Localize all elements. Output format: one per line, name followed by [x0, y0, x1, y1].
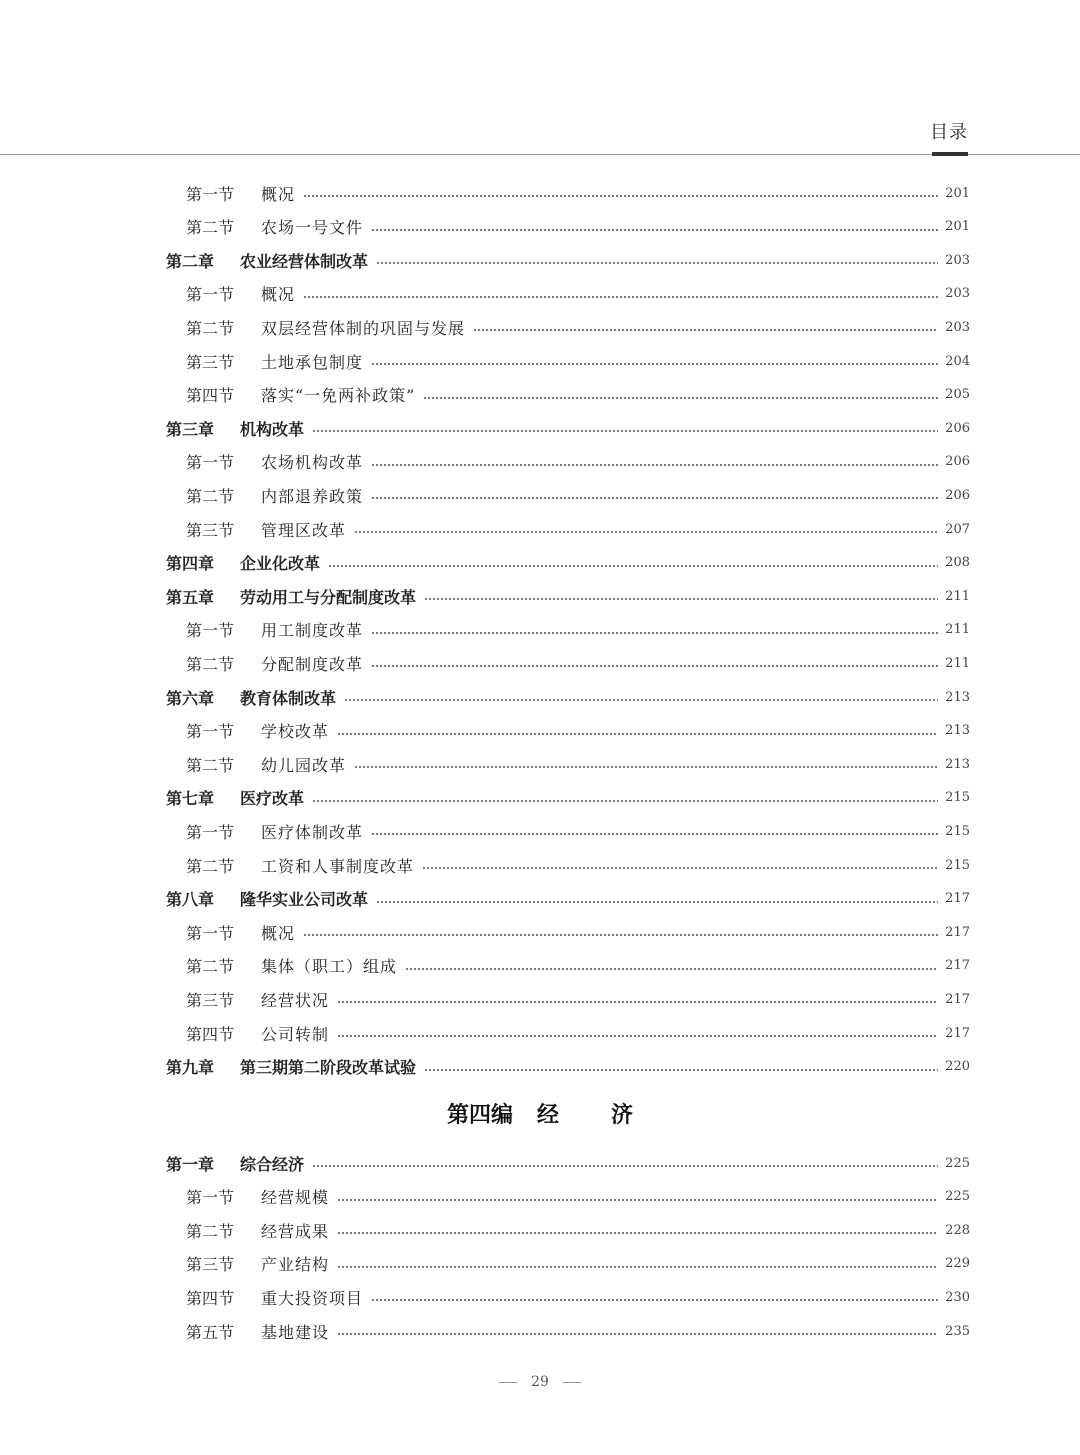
- toc-section-entry[interactable]: [186, 1213, 970, 1247]
- toc-dot-leader: [328, 565, 938, 567]
- toc-entry-number: 第一章: [166, 1154, 215, 1174]
- footer-dash-left: [499, 1382, 517, 1383]
- toc-section-entry[interactable]: [186, 378, 970, 412]
- toc-section-entry[interactable]: [186, 949, 970, 983]
- toc-entry-page: 217: [945, 924, 970, 940]
- toc-entry-number: 第六章: [166, 688, 215, 708]
- toc-entry-title: 土地承包制度: [261, 352, 364, 372]
- toc-dot-leader: [371, 464, 938, 466]
- toc-section-entry[interactable]: [186, 915, 970, 949]
- footer-dash-right: [563, 1382, 581, 1383]
- toc-section-entry[interactable]: [186, 344, 970, 378]
- toc-entry-page: 225: [945, 1155, 970, 1171]
- toc-section-entry[interactable]: [186, 613, 970, 647]
- toc-dot-leader: [312, 430, 938, 432]
- toc-dot-leader: [337, 1199, 938, 1201]
- toc-entry-page: 217: [945, 958, 970, 974]
- toc-entry-number: 第二节: [186, 486, 235, 506]
- toc-dot-leader: [371, 833, 938, 835]
- toc-entry-title: 医疗体制改革: [261, 822, 364, 842]
- toc-entry-number: 第一节: [186, 1188, 235, 1208]
- toc-dot-leader: [337, 1266, 938, 1268]
- toc-entry-number: 第三节: [186, 352, 235, 372]
- toc-entry-number: 第四节: [186, 1288, 235, 1308]
- toc-entry-number: 第四节: [186, 1024, 235, 1044]
- toc-dot-leader: [422, 867, 938, 869]
- toc-chapter-entry[interactable]: [166, 680, 970, 714]
- toc-entry-title: 产业结构: [261, 1255, 330, 1275]
- toc-entry-title: 概况: [261, 184, 296, 204]
- toc-entry-page: 215: [945, 823, 970, 839]
- toc-section-entry[interactable]: [186, 277, 970, 311]
- toc-entry-number: 第二节: [186, 856, 235, 876]
- toc-entry-number: 第五章: [166, 587, 215, 607]
- toc-dot-leader: [337, 733, 938, 735]
- page-footer: [0, 1374, 1080, 1390]
- toc-dot-leader: [344, 699, 938, 701]
- toc-entry-number: 第一节: [186, 621, 235, 641]
- toc-entry-title: 农业经营体制改革: [240, 251, 369, 271]
- toc-entry-title: 经营状况: [261, 990, 330, 1010]
- toc-dot-leader: [303, 195, 938, 197]
- toc-entry-number: 第一节: [186, 285, 235, 305]
- toc-entry-page: 230: [945, 1289, 970, 1305]
- toc-entry-number: 第四节: [186, 386, 235, 406]
- toc-entry-page: 213: [945, 723, 970, 739]
- toc-entry-page: 211: [945, 622, 970, 638]
- toc-chapter-entry[interactable]: [166, 1146, 970, 1180]
- toc-dot-leader: [473, 329, 938, 331]
- toc-entry-page: 217: [945, 991, 970, 1007]
- toc-entry-title: 综合经济: [240, 1154, 305, 1174]
- toc-entry-page: 205: [945, 387, 970, 403]
- toc-entry-page: 206: [945, 420, 970, 436]
- toc-entry-number: 第三节: [186, 990, 235, 1010]
- toc-entry-number: 第二节: [186, 218, 235, 238]
- toc-entry-title: 劳动用工与分配制度改革: [240, 587, 417, 607]
- toc-entry-page: 213: [945, 756, 970, 772]
- toc-dot-leader: [354, 531, 938, 533]
- toc-entry-title: 隆华实业公司改革: [240, 890, 369, 910]
- toc-dot-leader: [371, 363, 938, 365]
- toc-dot-leader: [371, 229, 938, 231]
- toc-section-entry[interactable]: [186, 814, 970, 848]
- toc-section-entry[interactable]: [186, 478, 970, 512]
- toc-dot-leader: [303, 934, 938, 936]
- toc-entry-title: 公司转制: [261, 1024, 330, 1044]
- toc-entry-number: 第二节: [186, 755, 235, 775]
- toc-section-entry[interactable]: [186, 1247, 970, 1281]
- toc-entry-title: 企业化改革: [240, 554, 321, 574]
- toc-entry-title: 经营规模: [261, 1188, 330, 1208]
- toc-dot-leader: [376, 262, 938, 264]
- toc-entry-number: 第五节: [186, 1322, 235, 1342]
- toc-section-entry[interactable]: [186, 210, 970, 244]
- toc-entry-page: 208: [945, 555, 970, 571]
- toc-entry-page: 203: [945, 252, 970, 268]
- toc-entry-page: 204: [945, 353, 970, 369]
- toc-dot-leader: [405, 968, 938, 970]
- toc-entry-title: 教育体制改革: [240, 688, 337, 708]
- toc-entry-title: 农场一号文件: [261, 218, 364, 238]
- page-number: 29: [531, 1374, 549, 1390]
- toc-entry-title: 机构改革: [240, 419, 305, 439]
- toc-entry-title: 用工制度改革: [261, 621, 364, 641]
- toc-dot-leader: [354, 766, 938, 768]
- toc-entry-page: 228: [945, 1222, 970, 1238]
- toc-entry-title: 经营成果: [261, 1221, 330, 1241]
- toc-entry-page: 215: [945, 857, 970, 873]
- toc-dot-leader: [371, 1299, 938, 1301]
- toc-entry-title: 工资和人事制度改革: [261, 856, 415, 876]
- toc-dot-leader: [337, 1035, 938, 1037]
- toc-entry-number: 第三节: [186, 1255, 235, 1275]
- toc-entry-page: 211: [945, 655, 970, 671]
- toc-dot-leader: [312, 800, 938, 802]
- part-title: [0, 1098, 1080, 1129]
- toc-entry-page: 201: [945, 185, 970, 201]
- toc-entry-title: 内部退养政策: [261, 486, 364, 506]
- toc-section-entry[interactable]: [186, 445, 970, 479]
- toc-entry-number: 第一节: [186, 923, 235, 943]
- header-title: 目录: [930, 122, 968, 143]
- toc-entry-number: 第一节: [186, 722, 235, 742]
- toc-entry-number: 第一节: [186, 184, 235, 204]
- toc-section-entry[interactable]: [186, 747, 970, 781]
- toc-dot-leader: [337, 1232, 938, 1234]
- toc-entry-number: 第二节: [186, 957, 235, 977]
- part-title-char-1: 经: [536, 1102, 559, 1128]
- toc-entry-number: 第七章: [166, 789, 215, 809]
- toc-dot-leader: [371, 665, 938, 667]
- toc-chapter-entry[interactable]: [166, 243, 970, 277]
- toc-dot-leader: [423, 397, 938, 399]
- toc-entry-number: 第二节: [186, 318, 235, 338]
- toc-entry-title: 学校改革: [261, 722, 330, 742]
- toc-entry-page: 206: [945, 487, 970, 503]
- toc-entry-title: 概况: [261, 285, 296, 305]
- toc-dot-leader: [424, 1069, 938, 1071]
- toc-chapter-entry[interactable]: [166, 781, 970, 815]
- toc-dot-leader: [376, 901, 938, 903]
- toc-entry-page: 225: [945, 1189, 970, 1205]
- toc-entry-page: 201: [945, 219, 970, 235]
- toc-entry-page: 207: [945, 521, 970, 537]
- toc-entry-number: 第一节: [186, 822, 235, 842]
- toc-entry-number: 第三节: [186, 520, 235, 540]
- toc-entry-title: 集体（职工）组成: [261, 957, 398, 977]
- toc-section-entry[interactable]: [186, 646, 970, 680]
- toc-entry-number: 第九章: [166, 1058, 215, 1078]
- toc-entry-title: 医疗改革: [240, 789, 305, 809]
- toc-entry-title: 管理区改革: [261, 520, 347, 540]
- toc-entry-number: 第二节: [186, 1221, 235, 1241]
- toc-section-entry[interactable]: [186, 176, 970, 210]
- toc-entry-page: 206: [945, 454, 970, 470]
- toc-entry-number: 第二章: [166, 251, 215, 271]
- toc-entry-number: 第四章: [166, 554, 215, 574]
- part-title-char-2: 济: [611, 1102, 634, 1128]
- toc-entry-page: 235: [945, 1323, 970, 1339]
- toc-section-entry[interactable]: [186, 714, 970, 748]
- toc-entry-number: 第三章: [166, 419, 215, 439]
- toc-entry-page: 213: [945, 689, 970, 705]
- toc-dot-leader: [424, 598, 938, 600]
- toc-section-entry[interactable]: [186, 1016, 970, 1050]
- toc-entry-title: 重大投资项目: [261, 1288, 364, 1308]
- toc-entry-title: 幼儿园改革: [261, 755, 347, 775]
- toc-entry-title: 农场机构改革: [261, 453, 364, 473]
- toc-dot-leader: [337, 1333, 938, 1335]
- toc-section-entry[interactable]: [186, 512, 970, 546]
- toc-section-entry[interactable]: [186, 848, 970, 882]
- toc-chapter-entry[interactable]: [166, 1050, 970, 1084]
- toc-section-entry[interactable]: [186, 982, 970, 1016]
- toc-section-entry[interactable]: [186, 1180, 970, 1214]
- toc-entry-page: 211: [945, 588, 970, 604]
- toc-dot-leader: [371, 497, 938, 499]
- toc-entry-number: 第二节: [186, 654, 235, 674]
- header-rule: [0, 154, 1080, 155]
- toc-section-entry[interactable]: [186, 1314, 970, 1348]
- toc-dot-leader: [312, 1165, 938, 1167]
- toc-entry-page: 217: [945, 891, 970, 907]
- toc-entry-page: 203: [945, 319, 970, 335]
- header-tab-mark: [932, 152, 968, 156]
- toc-entry-number: 第八章: [166, 890, 215, 910]
- toc-entry-title: 双层经营体制的巩固与发展: [261, 318, 466, 338]
- toc-entry-page: 217: [945, 1025, 970, 1041]
- toc-chapter-entry[interactable]: [166, 579, 970, 613]
- toc-entry-number: 第一节: [186, 453, 235, 473]
- toc-entry-title: 落实“一免两补政策”: [261, 386, 416, 406]
- toc-entry-title: 概况: [261, 923, 296, 943]
- toc-entry-page: 220: [945, 1059, 970, 1075]
- toc-chapter-entry[interactable]: [166, 411, 970, 445]
- toc-entry-page: 215: [945, 790, 970, 806]
- toc-entry-title: 基地建设: [261, 1322, 330, 1342]
- toc-chapter-entry[interactable]: [166, 882, 970, 916]
- part-title-prefix: 第四编: [446, 1102, 513, 1128]
- toc-entry-page: 203: [945, 286, 970, 302]
- toc-entry-title: 第三期第二阶段改革试验: [240, 1058, 417, 1078]
- toc-entry-title: 分配制度改革: [261, 654, 364, 674]
- toc-chapter-entry[interactable]: [166, 546, 970, 580]
- toc-dot-leader: [303, 296, 938, 298]
- toc-section-entry[interactable]: [186, 310, 970, 344]
- toc-dot-leader: [337, 1001, 938, 1003]
- toc-section-entry[interactable]: [186, 1280, 970, 1314]
- toc-dot-leader: [371, 632, 938, 634]
- toc-entry-page: 229: [945, 1256, 970, 1272]
